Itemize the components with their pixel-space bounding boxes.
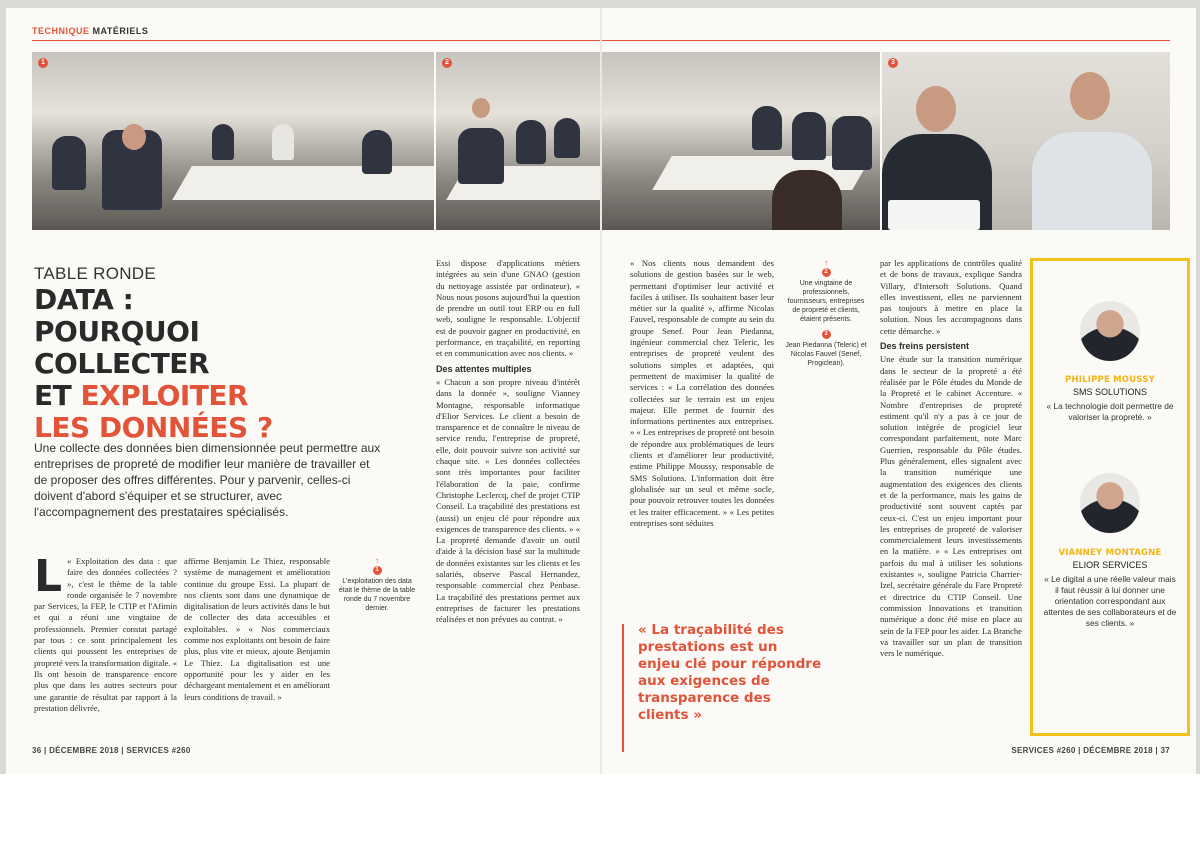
photo-caption-2: [784, 258, 868, 368]
body-column-3: [436, 258, 580, 626]
photo-person: [516, 120, 546, 164]
body-column-5: [880, 258, 1022, 659]
sidebar-quote: « Le digital a une réelle valeur mais il faut réussir à lui donner une orientation correspondant aux attentes de ses collaborateurs et de ses clients. »: [1043, 574, 1177, 628]
body-text: « Chacun a son propre niveau d'intérêt dans la donnée », souligne Vianney Montagne, responsable informatique d'Elior Services. Le client a besoin de transparence et de connaître le niveau de service rendu, l'entreprise de propreté, elle, doit pouvoir suivre son activité sur chaque site. « Les données collectées sont très importantes pour faciliter l'élaboration de la paie, confirme Christophe Leclercq, chef de projet CTIP Conseil. La traçabilité des prestations est (aussi) un enjeu clé pour répondre aux exigences de transparence des clients. » « La propreté demande d'avoir un outil d'aide à la décision basé sur la multitude de données existantes sur les clients et les salariés, observe Pascal Hernandez, responsable commercial chez Penbase. La traçabilité des prestations permet aux entreprises de facturer les prestations réalisées et non prévues au contrat. »: [436, 376, 580, 625]
headline-line-3a: ET: [34, 379, 81, 412]
headline-line-1: DATA : POURQUOI: [34, 283, 200, 348]
photo-number-3: 3: [888, 58, 898, 68]
photo-laptop: [888, 200, 980, 230]
headline-highlight: EXPLOITER: [80, 379, 249, 412]
sidebar-name: PHILIPPE MOUSSY: [1065, 375, 1155, 385]
portrait-philippe-moussy: [1080, 301, 1140, 361]
photo-table: [172, 166, 434, 200]
pull-quote-text: « La traçabilité des prestations est un enjeu clé pour répondre aux exigences de transparence des clients »: [638, 622, 822, 723]
body-text: Essi dispose d'applications métiers intégrées au sein d'une GNAO (gestion du nettoyage assistée par ordinateur). « Nous nous posons aujourd'hui la question de prendre un outil tout ERP ou en full web, souligne le responsable. L'objectif est de pouvoir gagner en productivité, en performance, en traçabilité, en reporting et en communication avec nos clients. »: [436, 258, 580, 359]
subheading: Des freins persistent: [880, 341, 970, 352]
headline-line-2: COLLECTER: [34, 347, 209, 380]
photo-number-1: 1: [38, 58, 48, 68]
pull-quote: [622, 622, 822, 724]
photo-person-fauvel: [1032, 132, 1152, 230]
photo-person: [52, 136, 86, 190]
photo-person: [458, 128, 504, 184]
article-kicker: TABLE RONDE: [34, 264, 157, 283]
photo-person: [772, 170, 842, 230]
photo-head: [122, 124, 146, 150]
pull-quote-rule: [622, 624, 628, 752]
section-rubric: [32, 26, 148, 36]
caption-number: 1: [373, 566, 382, 575]
body-column-4: [630, 258, 774, 529]
headline-line-3: [34, 380, 294, 412]
article-standfirst: Une collecte des données bien dimensionnée peut permettre aux entreprises de propreté de modifier leur manière de travailler et de proposer des offres différentes. Pour y parvenir, celles-ci doivent d'abord s'équiper et se structurer, avec l'accompagnement des prestataires spécialisés.: [34, 441, 381, 519]
photo-roundtable-2: [436, 52, 600, 230]
page-folio-right: SERVICES #260 | DÉCEMBRE 2018 | 37: [1011, 746, 1170, 755]
caption-text: Jean Piedanna (Teleric) et Nicolas Fauvel (Senef, Progiclean).: [785, 342, 867, 367]
photo-caption-1: [338, 556, 416, 613]
photo-person: [272, 124, 294, 160]
body-text: par les applications de contrôles qualité et de bons de travaux, explique Sandra Villary, d'Intersoft Solutions. Quand elles investissent, elles ne parviennent pas toujours à mettre en place la solution. Nous les accompagnons dans cette démarche. »: [880, 258, 1022, 336]
caption-text: Une vingtaine de professionnels, fournisseurs, entreprises de propreté et clients, étaient présents.: [787, 280, 865, 323]
photo-person: [554, 118, 580, 158]
scan-margin: [0, 774, 1200, 849]
photo-person: [752, 106, 782, 150]
photo-roundtable-2b: [602, 52, 880, 230]
photo-piedanna-fauvel: [882, 52, 1170, 230]
page-folio-left: 36 | DÉCEMBRE 2018 | SERVICES #260: [32, 746, 191, 755]
caption-arrow-icon: ↑: [375, 556, 379, 565]
photo-head: [472, 98, 490, 118]
sidebar-company: SMS SOLUTIONS: [1072, 387, 1147, 397]
caption-number: 3: [822, 330, 831, 339]
photo-head: [916, 86, 956, 132]
body-text: Une étude sur la transition numérique dans le secteur de la propreté a été réalisée par le Pôle études du Monde de la Propreté et le cabinet Accenture. « Nombre d'entreprises de propreté estiment qu'il n'y a pas à ce jour de solution intégrée de progiciel leur correspondant parfaitement, note Marc Guerrien, responsable du Pôle études. Plus généralement, elles signalent avec la transition numérique une augmentation des exigences des clients et de la performance, mais les gains de productivité sont souvent captés par ceux-ci. C'est un enjeu important pour les entreprises de propreté de valoriser commercialement leurs investissements en la matière. » « Les entreprises ont parfois du mal à utiliser les solutions existantes », souligne Patricia Charrier-Izel, secrétaire générale du Fare Propreté et directrice du CTIP Conseil. Une commission Innovations et transition numérique a donc été mise en place au sein de la FEP pour les aider. La Branche va travailler sur un plan de transition vers le numérique.: [880, 354, 1022, 659]
left-page: [6, 8, 600, 774]
portrait-vianney-montagne: [1080, 473, 1140, 533]
article-headline: [34, 284, 294, 444]
caption-arrow-icon: ↑: [824, 258, 828, 267]
body-text: « Exploitation des data : que faire des données collectées ? », c'est le thème de la table ronde organisée le 7 novembre par Services, la FEP, le CTIP et l'Afimin et qui a réuni une vingtaine de professionnels. Premier constat partagé par tous : ce sont principalement les clients qui poussent les entreprises de propreté vers la transformation digitale. « Ils ont besoin de transparence encore plus que dans les autres secteurs pour une garantie de résultat par rapport à la prestation délivrée,: [34, 556, 177, 713]
photo-person: [832, 116, 872, 170]
rubric-rule: [32, 40, 600, 41]
body-column-2: [184, 556, 330, 703]
right-page: [602, 8, 1196, 774]
rubric-rule: [602, 40, 1170, 41]
photo-person: [212, 124, 234, 160]
subheading: Des attentes multiples: [436, 363, 532, 374]
body-column-1: [34, 551, 177, 714]
body-text: « Nos clients nous demandent des solutions de gestion basées sur le web, permettant d'optimiser leur activité et faciles à utiliser. Ils souhaitent baser leur métier sur la qualité », affirme Nicolas Fauvel, responsable de compte au sein du groupe Senef. Pour Jean Piedanna, ingénieur commercial chez Teleric, les entreprises de propreté veulent des solutions simples et adaptées, qui permettent de maximiser la qualité de services : « La corrélation des données collectées sur le terrain est un enjeu majeur. Elle permet de fournir des informations pertinentes aux entreprises. » « Les entreprises de propreté ont besoin de répondre aux problématiques de leurs clients et d'améliorer leur productivité, estime Philippe Moussy, responsable de SMS Solutions. L'information doit être globalisée sur un seul et même socle, pour pouvoir retrouver toutes les données et les traiter efficacement. » « Les petites entreprises sont séduites: [630, 258, 774, 528]
sidebar-quote: « La technologie doit permettre de valoriser la propreté. »: [1046, 401, 1174, 422]
photo-head: [1070, 72, 1110, 120]
rubric-section: TECHNIQUE: [32, 26, 90, 36]
quotes-sidebar: [1030, 258, 1190, 736]
photo-person: [792, 112, 826, 160]
photo-roundtable-1: [32, 52, 434, 230]
photo-person: [362, 130, 392, 174]
drop-cap: L: [34, 551, 63, 602]
body-text: affirme Benjamin Le Thiez, responsable système de management et amélioration continue du groupe Essi. La plupart de nos clients sont dans une dynamique de digitalisation de leurs activités dans le but de collecter des data accessibles et exploitables. » « Nos commerciaux comme nos exploitants ont besoin de faire plus, plus vite et mieux, ajoute Benjamin Le Thiez. La digitalisation est une opportunité pour les y aider en les déchargeant mentalement et en améliorant leurs conditions de travail. »: [184, 556, 330, 702]
caption-text: L'exploitation des data était le thème de la table ronde du 7 novembre dernier.: [338, 578, 416, 612]
rubric-topic: MATÉRIELS: [92, 26, 149, 36]
photo-number-2: 2: [442, 58, 452, 68]
headline-line-4: LES DONNÉES ?: [34, 411, 273, 444]
sidebar-name: VIANNEY MONTAGNE: [1058, 548, 1162, 558]
caption-number: 2: [822, 268, 831, 277]
sidebar-company: ELIOR SERVICES: [1072, 560, 1148, 570]
